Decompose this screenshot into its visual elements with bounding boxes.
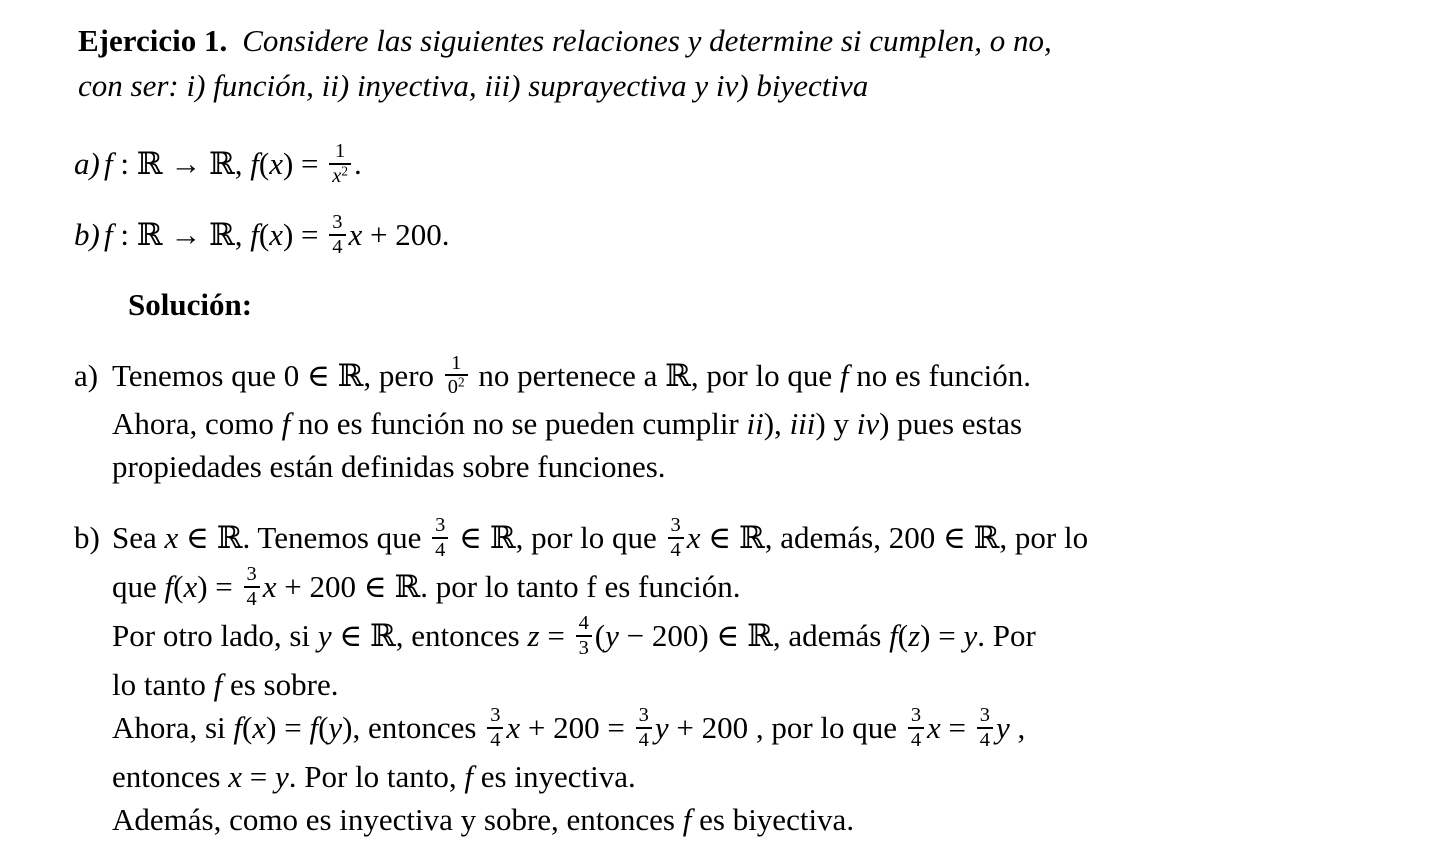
fraction: $\frac{4}{3}$ (576, 612, 592, 660)
solution-line: Tenemos que 0 ∈ ℝ, pero $\frac{1}{0^2}$ no pertenece a ℝ, por lo que f no es función. (112, 351, 1031, 399)
solution-heading: Solución: (128, 286, 253, 322)
solution-line: Sea x ∈ ℝ. Tenemos que $\frac{3}{4}$ ∈ ℝ, por lo que $\frac{3}{4}$ x ∈ ℝ, además, 200 ∈ ℝ, por lo (112, 514, 1089, 562)
solution-line: Por otro lado, si y ∈ ℝ, entonces z = $\frac{4}{3}$ (y − 200) ∈ ℝ, además f(z) = y. Por (112, 611, 1036, 659)
item-b-label: b) (74, 216, 100, 252)
item-a-formula: f : ℝ → ℝ, f(x) = $\frac{1}{x^2}$ . (104, 139, 362, 187)
fraction: $\frac{3}{4}$ (432, 514, 448, 562)
fraction: $\frac{3}{4}$ (908, 704, 924, 752)
fraction: $\frac{3}{4}$ (668, 514, 684, 562)
solution-line: Además, como es inyectiva y sobre, entonces f es biyectiva. (112, 801, 855, 837)
fraction: $\frac{3}{4}$ (487, 704, 503, 752)
exercise-statement-line-1 (78, 18, 1399, 63)
exercise-statement-line-2: con ser: i) función, ii) inyectiva, iii) suprayectiva y iv) biyectiva (78, 68, 869, 103)
fraction: $\frac{3}{4}$ (244, 563, 260, 611)
solution-line: entonces x = y. Por lo tanto, f es inyectiva. (112, 758, 636, 794)
item-a-label: a) (74, 146, 100, 181)
solution-line: propiedades están definidas sobre funciones. (112, 449, 666, 485)
fraction: $\frac{3}{4}$ (977, 704, 993, 752)
exercise-statement (78, 18, 1399, 108)
solution-part-b (74, 516, 1399, 840)
item-a (74, 139, 1399, 191)
solution-part-b-label: b) (74, 520, 100, 556)
solution-part-a-label: a) (74, 357, 99, 393)
exercise-statement-text-1: Considere las siguientes relaciones y determine si cumplen, o no, (242, 23, 1052, 58)
item-b-formula: f : ℝ → ℝ, f(x) = $\frac{3}{4}$ x + 200. (104, 210, 450, 258)
solution-part-b-text (112, 516, 1399, 840)
solution-line: lo tanto f es sobre. (112, 666, 339, 702)
fraction: $\frac{3}{4}$ (329, 211, 345, 259)
solution-line: Ahora, como f no es función no se pueden cumplir ii), iii) y iv) pues estas (112, 406, 1023, 442)
fraction: $\frac{1}{0^2}$ (445, 352, 468, 400)
exercise-label: Ejercicio 1. (78, 23, 228, 58)
item-b (74, 210, 1399, 262)
fraction: $\frac{1}{x^2}$ (329, 140, 351, 188)
solution-line: que f(x) = $\frac{3}{4}$ x + 200 ∈ ℝ. por lo tanto f es función. (112, 563, 741, 611)
solution-part-a (74, 351, 1399, 489)
solution-line: Ahora, si f(x) = f(y), entonces $\frac{3}{4}$ x + 200 = $\frac{3}{4}$ y + 200 , por lo que $\frac{3}{4}$ x = $\frac{3}{4}$ y , (112, 703, 1026, 751)
fraction: $\frac{3}{4}$ (636, 704, 652, 752)
solution-part-a-text (112, 351, 1399, 489)
